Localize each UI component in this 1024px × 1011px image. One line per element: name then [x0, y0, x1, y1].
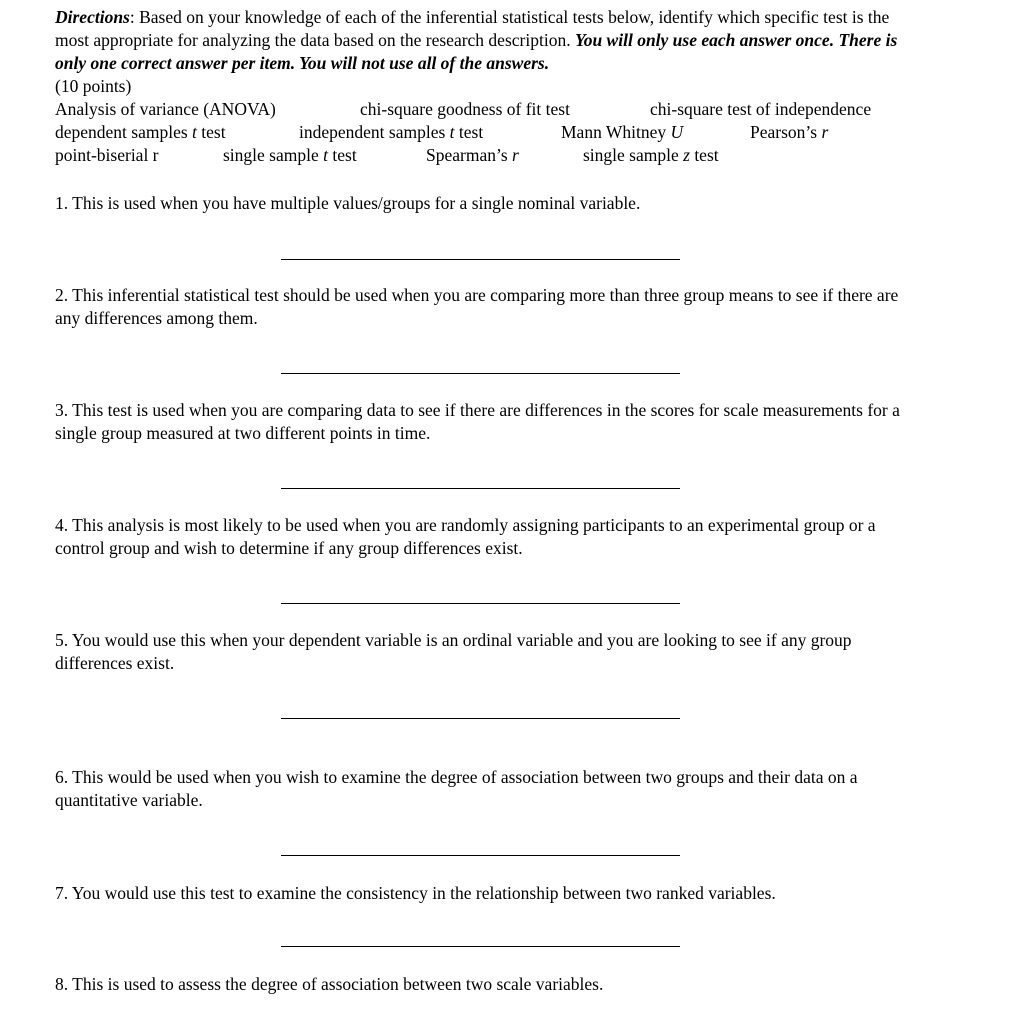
answer-option-text: test — [454, 122, 484, 142]
question-text: 3. This test is used when you are comparing data to see if there are differences in the scores for scale measurements for a single group measured at two different points in time. — [55, 400, 900, 443]
answer-bank — [55, 98, 955, 167]
answer-option-variable: t — [323, 145, 328, 165]
answer-blank-6[interactable] — [281, 855, 680, 856]
answer-option-text: single sample — [223, 145, 324, 165]
answer-option — [55, 121, 226, 144]
answer-option — [426, 144, 519, 167]
directions-text: : Based on your knowledge of each of the inferential statistical tests below, identify which specific test is the most appropriate for analyzing the data based on the research description. — [55, 7, 890, 50]
question-5 — [55, 629, 915, 675]
question-text: 1. This is used when you have multiple values/groups for a single nominal variable. — [55, 193, 641, 213]
answer-blank-2[interactable] — [281, 373, 680, 374]
answer-option-variable: t — [192, 122, 197, 142]
question-7 — [55, 882, 915, 905]
question-text: 4. This analysis is most likely to be used when you are randomly assigning participants to an experimental group or a control group and wish to determine if any group differences exist. — [55, 515, 876, 558]
answer-bank-row-2 — [55, 121, 955, 144]
question-text: 2. This inferential statistical test should be used when you are comparing more than three group means to see if there are any differences among them. — [55, 285, 899, 328]
directions-paragraph — [55, 6, 915, 98]
answer-option-text: single sample — [583, 145, 684, 165]
answer-option-text: test — [328, 145, 357, 165]
answer-option-text: test — [196, 122, 226, 142]
answer-option: Analysis of variance (ANOVA) — [55, 99, 276, 119]
worksheet-page — [55, 6, 955, 994]
answer-option — [583, 144, 719, 167]
question-8 — [55, 973, 915, 996]
answer-option-variable: r — [821, 122, 829, 142]
question-1 — [55, 192, 915, 215]
answer-blank-3[interactable] — [281, 488, 680, 489]
answer-bank-row-3 — [55, 144, 955, 167]
answer-blank-1[interactable] — [281, 259, 680, 260]
question-3 — [55, 399, 915, 445]
answer-option-variable: z — [683, 145, 690, 165]
answer-option-text: Mann Whitney — [561, 122, 671, 142]
question-text: 8. This is used to assess the degree of association between two scale variables. — [55, 974, 604, 994]
answer-blank-7[interactable] — [281, 946, 680, 947]
answer-option — [561, 121, 683, 144]
answer-option-text: test — [689, 145, 719, 165]
answer-option — [299, 121, 483, 144]
directions-rules: You will only use each answer once. There is only one correct answer per item. You will not use all of the answers. — [55, 30, 898, 73]
answer-option: chi-square goodness of fit test — [360, 99, 570, 119]
question-text: 7. You would use this test to examine the consistency in the relationship between two ranked variables. — [55, 883, 776, 903]
answer-bank-row-1 — [55, 98, 955, 121]
answer-option: chi-square test of independence — [650, 99, 872, 119]
answer-option — [223, 144, 357, 167]
answer-blank-5[interactable] — [281, 718, 680, 719]
answer-option-variable: U — [670, 122, 684, 142]
question-2 — [55, 284, 915, 330]
answer-option-text: Spearman’s — [426, 145, 513, 165]
answer-option: point-biserial r — [55, 145, 159, 165]
answer-option-text: dependent samples — [55, 122, 193, 142]
answer-option-variable: r — [512, 145, 519, 165]
answer-option-text: Pearson’s — [750, 122, 822, 142]
directions-points: (10 points) — [55, 76, 132, 96]
answer-blank-4[interactable] — [281, 603, 680, 604]
question-text: 5. You would use this when your dependent variable is an ordinal variable and you are looking to see if any group differences exist. — [55, 630, 852, 673]
answer-option-variable: t — [449, 122, 455, 142]
directions-label: Directions — [55, 7, 130, 27]
answer-option — [750, 121, 828, 144]
question-4 — [55, 514, 915, 560]
question-6 — [55, 766, 915, 812]
question-text: 6. This would be used when you wish to examine the degree of association between two groups and their data on a quantitative variable. — [55, 767, 858, 810]
answer-option-text: independent samples — [299, 122, 450, 142]
